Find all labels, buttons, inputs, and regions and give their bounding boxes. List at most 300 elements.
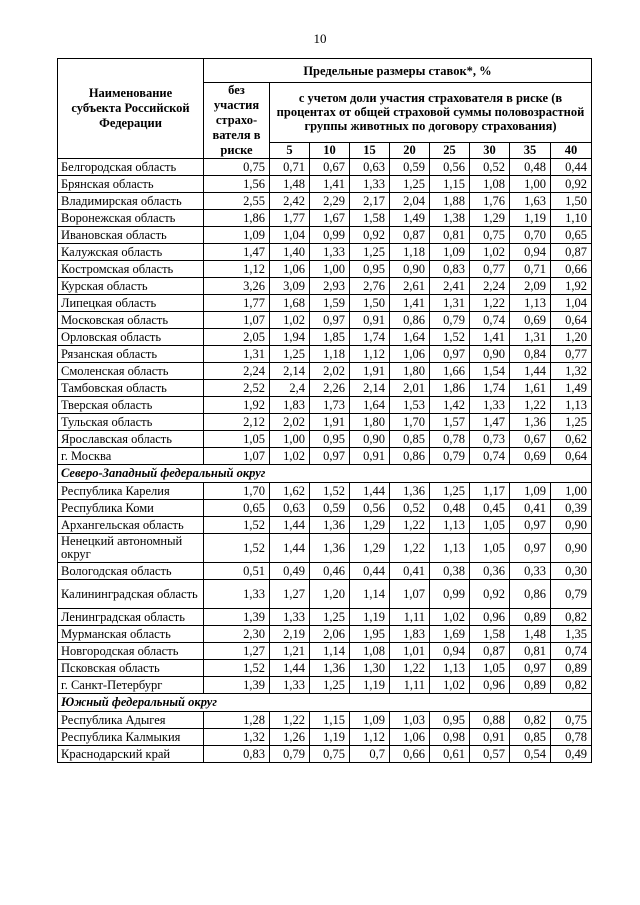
region-name: Орловская область (58, 329, 204, 346)
table-row (58, 363, 592, 380)
rate-cell: 0,38 (430, 563, 470, 580)
rate-no-share-cell: 1,52 (204, 534, 270, 563)
rate-cell: 0,56 (430, 159, 470, 176)
rate-cell: 0,86 (390, 312, 430, 329)
share-header: с учетом доли участия страхователя в риске (в процентах от общей страховой суммы половозрастной группы животных по договору страхования) (270, 83, 592, 143)
table-row (58, 660, 592, 677)
rate-cell: 1,02 (470, 244, 510, 261)
rate-cell: 1,42 (430, 397, 470, 414)
rate-cell: 1,04 (551, 295, 592, 312)
region-name: Ярославская область (58, 431, 204, 448)
rate-cell: 1,57 (430, 414, 470, 431)
rate-cell: 0,71 (510, 261, 551, 278)
rate-cell: 0,79 (551, 580, 592, 609)
rate-cell: 0,95 (430, 712, 470, 729)
percent-header-cell: 30 (470, 142, 510, 158)
rate-cell: 1,61 (510, 380, 551, 397)
rate-cell: 0,63 (350, 159, 390, 176)
rate-cell: 0,87 (390, 227, 430, 244)
table-row (58, 609, 592, 626)
rate-cell: 1,58 (350, 210, 390, 227)
rate-cell: 1,00 (510, 176, 551, 193)
rate-cell: 1,30 (350, 660, 390, 677)
rate-cell: 1,02 (430, 677, 470, 694)
rate-cell: 0,69 (510, 448, 551, 465)
district-row (58, 465, 592, 483)
rate-cell: 0,90 (350, 431, 390, 448)
rate-cell: 0,74 (470, 448, 510, 465)
rate-cell: 0,54 (510, 746, 551, 763)
rate-cell: 1,00 (270, 431, 310, 448)
rate-cell: 0,99 (430, 580, 470, 609)
region-name: Республика Калмыкия (58, 729, 204, 746)
rate-cell: 1,18 (310, 346, 350, 363)
rate-no-share-cell: 2,52 (204, 380, 270, 397)
rate-cell: 1,05 (470, 660, 510, 677)
rate-cell: 1,22 (390, 534, 430, 563)
rate-cell: 1,50 (350, 295, 390, 312)
rate-cell: 0,95 (350, 261, 390, 278)
rate-cell: 0,64 (551, 448, 592, 465)
rate-cell: 0,86 (390, 448, 430, 465)
rate-cell: 0,82 (551, 677, 592, 694)
rate-cell: 1,13 (430, 534, 470, 563)
region-name: Московская область (58, 312, 204, 329)
rate-cell: 0,78 (551, 729, 592, 746)
rate-cell: 1,01 (390, 643, 430, 660)
rate-cell: 0,86 (510, 580, 551, 609)
percent-header-cell: 20 (390, 142, 430, 158)
rate-cell: 0,56 (350, 500, 390, 517)
district-name: Северо-Западный федеральный округ (58, 465, 592, 483)
rate-cell: 1,33 (270, 609, 310, 626)
rate-cell: 1,25 (310, 677, 350, 694)
rate-cell: 0,67 (310, 159, 350, 176)
rate-cell: 0,44 (551, 159, 592, 176)
rate-cell: 1,22 (510, 397, 551, 414)
region-name: Республика Коми (58, 500, 204, 517)
table-body (58, 159, 592, 763)
rate-cell: 1,11 (390, 677, 430, 694)
rate-cell: 1,32 (551, 363, 592, 380)
rate-cell: 0,99 (310, 227, 350, 244)
rate-no-share-cell: 1,56 (204, 176, 270, 193)
rate-no-share-cell: 2,12 (204, 414, 270, 431)
rate-cell: 0,45 (470, 500, 510, 517)
rate-cell: 1,25 (310, 609, 350, 626)
table-row (58, 210, 592, 227)
rate-cell: 1,31 (430, 295, 470, 312)
region-name: Ленинградская область (58, 609, 204, 626)
rate-cell: 0,49 (270, 563, 310, 580)
rate-cell: 0,59 (390, 159, 430, 176)
rate-cell: 0,85 (390, 431, 430, 448)
rate-no-share-cell: 1,92 (204, 397, 270, 414)
rate-cell: 1,14 (310, 643, 350, 660)
rate-cell: 1,33 (270, 677, 310, 694)
percent-header-cell: 35 (510, 142, 551, 158)
table-row (58, 431, 592, 448)
rate-cell: 0,79 (270, 746, 310, 763)
rate-cell: 1,29 (350, 534, 390, 563)
rate-cell: 1,36 (390, 483, 430, 500)
rate-cell: 1,95 (350, 626, 390, 643)
rate-cell: 1,11 (390, 609, 430, 626)
rate-no-share-cell: 1,07 (204, 448, 270, 465)
rate-cell: 0,75 (310, 746, 350, 763)
rate-no-share-cell: 0,75 (204, 159, 270, 176)
rate-cell: 1,62 (270, 483, 310, 500)
rate-cell: 0,82 (551, 609, 592, 626)
rate-cell: 2,14 (270, 363, 310, 380)
table-row (58, 414, 592, 431)
rate-cell: 1,38 (430, 210, 470, 227)
rate-cell: 0,39 (551, 500, 592, 517)
rate-cell: 0,91 (350, 312, 390, 329)
rate-cell: 1,35 (551, 626, 592, 643)
rate-cell: 0,97 (510, 534, 551, 563)
table-row (58, 729, 592, 746)
region-name: Вологодская область (58, 563, 204, 580)
rate-cell: 1,22 (470, 295, 510, 312)
rate-no-share-cell: 1,33 (204, 580, 270, 609)
rate-cell: 2,19 (270, 626, 310, 643)
rate-cell: 1,53 (390, 397, 430, 414)
rate-cell: 0,87 (551, 244, 592, 261)
rate-cell: 0,94 (430, 643, 470, 660)
rate-cell: 0,48 (510, 159, 551, 176)
rate-cell: 0,65 (551, 227, 592, 244)
region-name: Ивановская область (58, 227, 204, 244)
rate-cell: 2,04 (390, 193, 430, 210)
percent-header-cell: 25 (430, 142, 470, 158)
rate-cell: 0,81 (430, 227, 470, 244)
rate-cell: 0,77 (470, 261, 510, 278)
rate-cell: 0,41 (510, 500, 551, 517)
rate-no-share-cell: 1,77 (204, 295, 270, 312)
rate-cell: 1,92 (551, 278, 592, 295)
rate-cell: 0,63 (270, 500, 310, 517)
region-name: г. Санкт-Петербург (58, 677, 204, 694)
region-name: Мурманская область (58, 626, 204, 643)
rate-no-share-cell: 1,31 (204, 346, 270, 363)
percent-header-cell: 15 (350, 142, 390, 158)
rate-cell: 1,80 (350, 414, 390, 431)
rate-cell: 1,08 (470, 176, 510, 193)
rate-cell: 0,33 (510, 563, 551, 580)
rate-cell: 1,80 (390, 363, 430, 380)
rate-cell: 1,19 (310, 729, 350, 746)
rate-cell: 3,09 (270, 278, 310, 295)
region-name: Рязанская область (58, 346, 204, 363)
rate-cell: 0,70 (510, 227, 551, 244)
rate-cell: 0,82 (510, 712, 551, 729)
rate-cell: 0,92 (350, 227, 390, 244)
rate-cell: 1,41 (310, 176, 350, 193)
rate-cell: 1,15 (430, 176, 470, 193)
rate-cell: 1,44 (270, 660, 310, 677)
rate-cell: 2,02 (310, 363, 350, 380)
rate-cell: 0,64 (551, 312, 592, 329)
table-row (58, 329, 592, 346)
rate-no-share-cell: 3,26 (204, 278, 270, 295)
region-name: Липецкая область (58, 295, 204, 312)
table-row (58, 643, 592, 660)
rate-cell: 1,20 (310, 580, 350, 609)
rate-cell: 0,84 (510, 346, 551, 363)
rate-cell: 2,09 (510, 278, 551, 295)
table-row (58, 677, 592, 694)
table-row (58, 534, 592, 563)
region-name: Тульская область (58, 414, 204, 431)
rate-cell: 1,06 (270, 261, 310, 278)
table-row (58, 626, 592, 643)
rate-cell: 1,08 (350, 643, 390, 660)
rate-cell: 0,92 (470, 580, 510, 609)
district-row (58, 694, 592, 712)
rate-cell: 1,44 (510, 363, 551, 380)
rate-cell: 0,89 (551, 660, 592, 677)
rate-cell: 0,30 (551, 563, 592, 580)
rate-cell: 0,77 (551, 346, 592, 363)
table-header (58, 59, 592, 159)
rate-cell: 1,19 (350, 677, 390, 694)
rate-cell: 0,36 (470, 563, 510, 580)
rate-cell: 1,15 (310, 712, 350, 729)
rate-cell: 1,33 (470, 397, 510, 414)
rate-cell: 1,19 (350, 609, 390, 626)
rate-no-share-cell: 1,70 (204, 483, 270, 500)
table-row (58, 712, 592, 729)
rate-cell: 0,97 (430, 346, 470, 363)
rate-cell: 0,73 (470, 431, 510, 448)
rate-cell: 0,41 (390, 563, 430, 580)
table-row (58, 483, 592, 500)
rate-cell: 2,61 (390, 278, 430, 295)
region-name: Калужская область (58, 244, 204, 261)
region-name: Ненецкий автономный округ (58, 534, 204, 563)
region-name: Республика Адыгея (58, 712, 204, 729)
rate-cell: 1,12 (350, 729, 390, 746)
table-row (58, 380, 592, 397)
rate-cell: 1,49 (551, 380, 592, 397)
rate-cell: 1,19 (510, 210, 551, 227)
rate-cell: 1,69 (430, 626, 470, 643)
rate-cell: 1,25 (390, 176, 430, 193)
rate-cell: 1,17 (470, 483, 510, 500)
rate-no-share-cell: 2,24 (204, 363, 270, 380)
rate-cell: 1,03 (390, 712, 430, 729)
rate-cell: 2,41 (430, 278, 470, 295)
table-row (58, 227, 592, 244)
rate-cell: 2,4 (270, 380, 310, 397)
rate-cell: 1,68 (270, 295, 310, 312)
table-row (58, 295, 592, 312)
region-name: Брянская область (58, 176, 204, 193)
region-name: Псковская область (58, 660, 204, 677)
rate-cell: 1,48 (270, 176, 310, 193)
rate-cell: 0,69 (510, 312, 551, 329)
rate-cell: 1,20 (551, 329, 592, 346)
rate-cell: 0,57 (470, 746, 510, 763)
rate-cell: 1,02 (270, 448, 310, 465)
rate-no-share-cell: 1,52 (204, 660, 270, 677)
rate-cell: 1,64 (350, 397, 390, 414)
region-name: Костромская область (58, 261, 204, 278)
rate-cell: 0,75 (470, 227, 510, 244)
rates-table (57, 58, 592, 763)
rate-cell: 1,22 (270, 712, 310, 729)
rate-cell: 1,41 (390, 295, 430, 312)
rate-cell: 0,94 (510, 244, 551, 261)
region-name: Владимирская область (58, 193, 204, 210)
region-name: г. Москва (58, 448, 204, 465)
rate-cell: 1,76 (470, 193, 510, 210)
rate-cell: 1,63 (510, 193, 551, 210)
rate-cell: 0,66 (390, 746, 430, 763)
rate-cell: 1,85 (310, 329, 350, 346)
rate-cell: 0,97 (510, 660, 551, 677)
table-row (58, 176, 592, 193)
rate-cell: 0,91 (350, 448, 390, 465)
rate-cell: 1,21 (270, 643, 310, 660)
rate-no-share-cell: 0,51 (204, 563, 270, 580)
rate-cell: 0,96 (470, 677, 510, 694)
rate-cell: 2,76 (350, 278, 390, 295)
rate-cell: 0,79 (430, 312, 470, 329)
region-name: Белгородская область (58, 159, 204, 176)
rate-cell: 1,83 (390, 626, 430, 643)
rate-cell: 1,41 (470, 329, 510, 346)
district-name: Южный федеральный округ (58, 694, 592, 712)
rate-cell: 2,06 (310, 626, 350, 643)
rate-cell: 0,81 (510, 643, 551, 660)
region-name: Тамбовская область (58, 380, 204, 397)
table-row (58, 500, 592, 517)
rate-cell: 2,02 (270, 414, 310, 431)
rate-cell: 2,24 (470, 278, 510, 295)
rate-cell: 0,67 (510, 431, 551, 448)
rate-cell: 1,54 (470, 363, 510, 380)
rate-cell: 1,02 (430, 609, 470, 626)
rate-no-share-cell: 1,28 (204, 712, 270, 729)
rate-cell: 1,94 (270, 329, 310, 346)
rate-cell: 1,04 (270, 227, 310, 244)
rate-cell: 0,91 (470, 729, 510, 746)
rate-cell: 1,58 (470, 626, 510, 643)
rate-cell: 0,97 (510, 517, 551, 534)
rate-cell: 1,40 (270, 244, 310, 261)
rate-cell: 1,05 (470, 534, 510, 563)
rate-cell: 1,27 (270, 580, 310, 609)
rate-cell: 2,42 (270, 193, 310, 210)
rate-cell: 1,64 (390, 329, 430, 346)
region-name: Краснодарский край (58, 746, 204, 763)
rate-no-share-cell: 1,39 (204, 609, 270, 626)
rate-no-share-cell: 2,55 (204, 193, 270, 210)
percent-header-cell: 10 (310, 142, 350, 158)
rate-cell: 1,02 (270, 312, 310, 329)
rate-cell: 1,44 (270, 534, 310, 563)
rate-cell: 1,25 (551, 414, 592, 431)
rate-cell: 2,29 (310, 193, 350, 210)
rate-no-share-cell: 1,52 (204, 517, 270, 534)
rate-cell: 0,97 (310, 448, 350, 465)
rate-no-share-cell: 1,39 (204, 677, 270, 694)
table-row (58, 261, 592, 278)
rate-cell: 1,52 (430, 329, 470, 346)
rate-cell: 0,89 (510, 677, 551, 694)
rate-cell: 0,59 (310, 500, 350, 517)
table-row (58, 580, 592, 609)
rate-cell: 1,86 (430, 380, 470, 397)
rate-cell: 0,95 (310, 431, 350, 448)
table-row (58, 312, 592, 329)
rate-cell: 1,36 (310, 517, 350, 534)
rate-cell: 1,73 (310, 397, 350, 414)
rate-cell: 1,36 (310, 660, 350, 677)
region-name: Архангельская область (58, 517, 204, 534)
rate-cell: 2,26 (310, 380, 350, 397)
rate-cell: 0,74 (551, 643, 592, 660)
region-name: Новгородская область (58, 643, 204, 660)
region-name: Воронежская область (58, 210, 204, 227)
rate-no-share-cell: 0,65 (204, 500, 270, 517)
rate-cell: 2,93 (310, 278, 350, 295)
rate-cell: 1,29 (350, 517, 390, 534)
rate-cell: 1,49 (390, 210, 430, 227)
rate-cell: 1,44 (270, 517, 310, 534)
region-name: Республика Карелия (58, 483, 204, 500)
region-name: Калининградская область (58, 580, 204, 609)
rate-cell: 0,52 (390, 500, 430, 517)
rate-cell: 0,61 (430, 746, 470, 763)
rate-no-share-cell: 1,27 (204, 643, 270, 660)
table-row (58, 193, 592, 210)
rate-cell: 1,13 (430, 517, 470, 534)
rate-cell: 0,79 (430, 448, 470, 465)
rate-cell: 0,87 (470, 643, 510, 660)
table-row (58, 563, 592, 580)
rate-cell: 0,46 (310, 563, 350, 580)
table-row (58, 448, 592, 465)
rate-cell: 1,36 (510, 414, 551, 431)
rate-cell: 1,83 (270, 397, 310, 414)
rate-cell: 2,14 (350, 380, 390, 397)
rate-cell: 0,75 (551, 712, 592, 729)
rate-no-share-cell: 0,83 (204, 746, 270, 763)
rate-cell: 2,01 (390, 380, 430, 397)
table-row (58, 517, 592, 534)
table-row (58, 278, 592, 295)
rate-cell: 1,10 (551, 210, 592, 227)
rate-cell: 1,25 (270, 346, 310, 363)
no-share-header: без участия страхо-вателя в риске (204, 83, 270, 159)
rate-cell: 1,14 (350, 580, 390, 609)
rate-no-share-cell: 1,09 (204, 227, 270, 244)
rate-no-share-cell: 1,07 (204, 312, 270, 329)
rate-no-share-cell: 2,30 (204, 626, 270, 643)
rate-cell: 1,77 (270, 210, 310, 227)
rate-cell: 1,48 (510, 626, 551, 643)
region-name: Смоленская область (58, 363, 204, 380)
region-name: Курская область (58, 278, 204, 295)
rate-cell: 0,78 (430, 431, 470, 448)
rate-cell: 0,90 (551, 534, 592, 563)
rate-cell: 1,09 (350, 712, 390, 729)
rate-cell: 1,67 (310, 210, 350, 227)
rate-cell: 1,91 (350, 363, 390, 380)
